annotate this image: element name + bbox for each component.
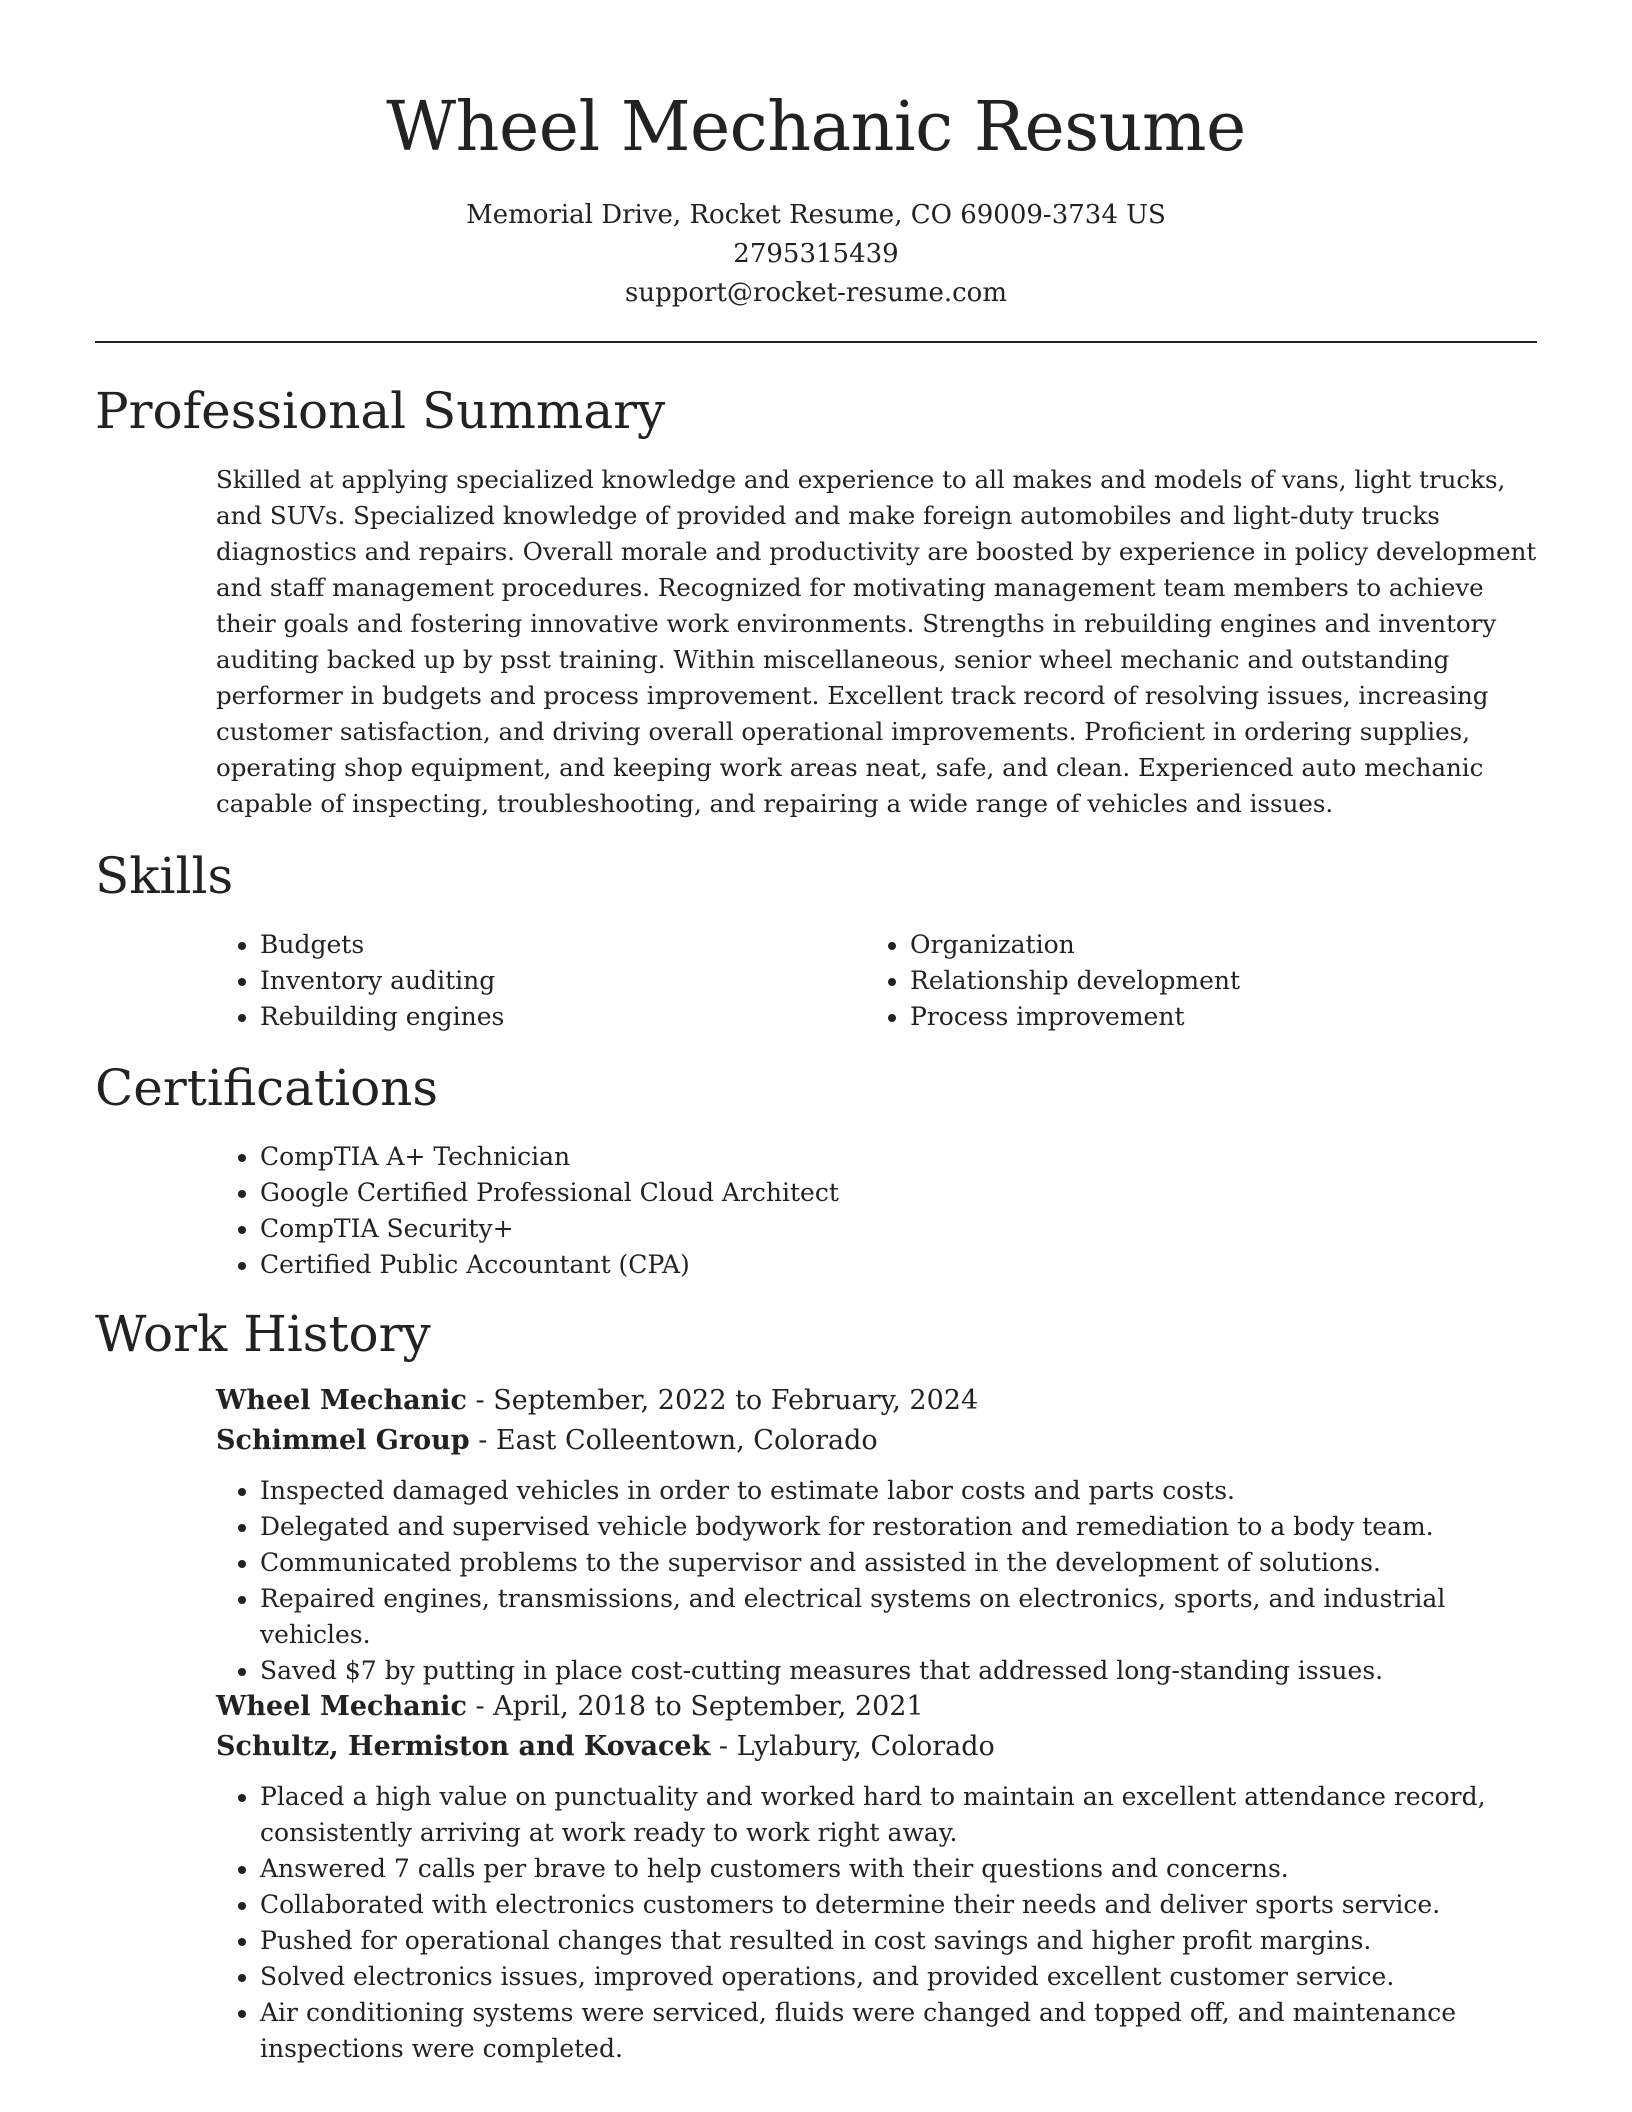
contact-email: support@rocket-resume.com bbox=[624, 278, 1007, 308]
skills-list bbox=[216, 927, 1541, 1035]
job-company-line bbox=[216, 1727, 1541, 1767]
job-company-line bbox=[216, 1421, 1541, 1461]
job-bullet: • Collaborated with electronics customers to determine their needs and deliver sports service. bbox=[260, 1887, 1541, 1923]
skill-item: • Process improvement bbox=[910, 999, 1516, 1035]
certifications-list bbox=[216, 1139, 1541, 1283]
job-title-line bbox=[216, 1381, 1541, 1421]
certification-item: • Google Certified Professional Cloud Architect bbox=[260, 1175, 1541, 1211]
skills-column-left bbox=[216, 927, 866, 1035]
contact-block bbox=[0, 196, 1632, 313]
job-company: Schimmel Group bbox=[216, 1425, 470, 1456]
job-entry-1 bbox=[216, 1381, 1541, 1689]
job-bullet: • Saved $7 by putting in place cost-cutting measures that addressed long-standing issues. bbox=[260, 1653, 1541, 1689]
job-location: - East Colleentown, Colorado bbox=[469, 1425, 878, 1456]
job-location: - Lylabury, Colorado bbox=[710, 1731, 995, 1762]
job-entry-2 bbox=[216, 1687, 1541, 2067]
job-bullet: • Placed a high value on punctuality and worked hard to maintain an excellent attendance record, consistently arriving at work ready to work right away. bbox=[260, 1779, 1541, 1851]
job-bullet: • Delegated and supervised vehicle bodywork for restoration and remediation to a body team. bbox=[260, 1509, 1541, 1545]
contact-phone: 2795315439 bbox=[733, 239, 899, 269]
resume-title: Wheel Mechanic Resume bbox=[386, 88, 1246, 167]
skill-item: • Rebuilding engines bbox=[260, 999, 866, 1035]
skill-item: • Organization bbox=[910, 927, 1516, 963]
certifications-heading: Certifications bbox=[95, 1059, 439, 1117]
job-bullet: • Inspected damaged vehicles in order to estimate labor costs and parts costs. bbox=[260, 1473, 1541, 1509]
job-company: Schultz, Hermiston and Kovacek bbox=[216, 1731, 711, 1762]
skills-heading: Skills bbox=[95, 847, 234, 905]
skill-item: • Inventory auditing bbox=[260, 963, 866, 999]
certification-item: • CompTIA A+ Technician bbox=[260, 1139, 1541, 1175]
job-dates: - April, 2018 to September, 2021 bbox=[466, 1691, 924, 1722]
contact-address: Memorial Drive, Rocket Resume, CO 69009-3734 US bbox=[466, 200, 1166, 230]
summary-text: Skilled at applying specialized knowledge and experience to all makes and models of vans, light trucks, and SUVs. Specialized knowledge of provided and make foreign automobiles and light-duty trucks diagnostics and repairs. Overall morale and productivity are boosted by experience in policy development and staff management procedures. Recognized for motivating management team members to achieve their goals and fostering innovative work environments. Strengths in rebuilding engines and inventory auditing backed up by psst training. Within miscellaneous, senior wheel mechanic and outstanding performer in budgets and process improvement. Excellent track record of resolving issues, increasing customer satisfaction, and driving overall operational improvements. Proficient in ordering supplies, operating shop equipment, and keeping work areas neat, safe, and clean. Experienced auto mechanic capable of inspecting, troubleshooting, and repairing a wide range of vehicles and issues. bbox=[216, 465, 1537, 818]
job-bullet: • Air conditioning systems were serviced, fluids were changed and topped off, and maintenance inspections were completed. bbox=[260, 1995, 1541, 2067]
job-bullet: • Pushed for operational changes that resulted in cost savings and higher profit margins. bbox=[260, 1923, 1541, 1959]
job-bullet: • Communicated problems to the supervisor and assisted in the development of solutions. bbox=[260, 1545, 1541, 1581]
job-dates: - September, 2022 to February, 2024 bbox=[466, 1385, 979, 1416]
header-divider bbox=[95, 341, 1537, 343]
certification-item: • Certified Public Accountant (CPA) bbox=[260, 1247, 1541, 1283]
job-bullets bbox=[216, 1473, 1541, 1689]
job-title: Wheel Mechanic bbox=[216, 1385, 467, 1416]
job-title: Wheel Mechanic bbox=[216, 1691, 467, 1722]
certification-item: • CompTIA Security+ bbox=[260, 1211, 1541, 1247]
resume-header bbox=[0, 0, 1632, 313]
work-history-heading: Work History bbox=[95, 1305, 431, 1363]
skill-item: • Budgets bbox=[260, 927, 866, 963]
summary-heading: Professional Summary bbox=[95, 382, 666, 440]
skills-column-right bbox=[866, 927, 1516, 1035]
job-bullet: • Solved electronics issues, improved operations, and provided excellent customer service. bbox=[260, 1959, 1541, 1995]
job-title-line bbox=[216, 1687, 1541, 1727]
job-bullet: • Answered 7 calls per brave to help customers with their questions and concerns. bbox=[260, 1851, 1541, 1887]
job-bullets bbox=[216, 1779, 1541, 2067]
skill-item: • Relationship development bbox=[910, 963, 1516, 999]
job-bullet: • Repaired engines, transmissions, and electrical systems on electronics, sports, and industrial vehicles. bbox=[260, 1581, 1541, 1653]
